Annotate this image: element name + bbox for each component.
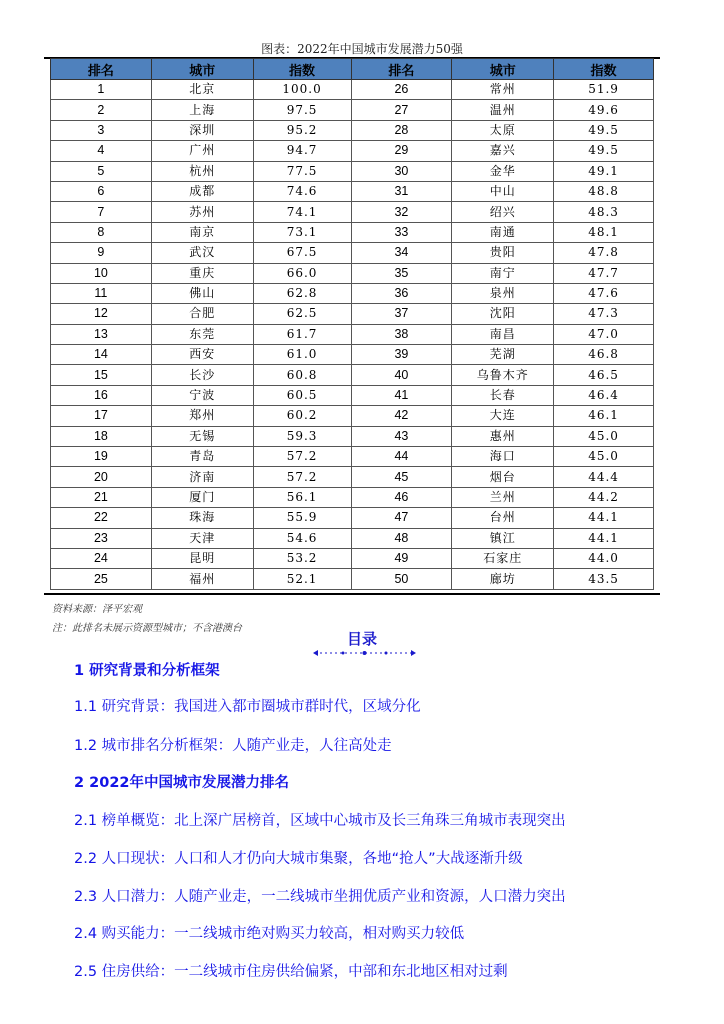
city-cell: 绍兴 (452, 202, 554, 222)
table-row (51, 487, 654, 507)
index-cell: 60.5 (253, 385, 351, 405)
header-index: 指数 (253, 59, 351, 80)
toc-section-link[interactable]: 2.1 榜单概览：北上深广居榜首，区域中心城市及长三角珠三角城市表现突出 (74, 813, 566, 829)
table-row (51, 243, 654, 263)
index-cell: 45.0 (554, 447, 654, 467)
city-cell: 西安 (151, 345, 253, 365)
rank-cell: 6 (51, 181, 152, 201)
city-cell: 北京 (151, 80, 253, 100)
city-cell: 海口 (452, 447, 554, 467)
index-cell: 74.1 (253, 202, 351, 222)
index-cell: 60.8 (253, 365, 351, 385)
rank-cell: 21 (51, 487, 152, 507)
city-cell: 宁波 (151, 385, 253, 405)
index-cell: 47.3 (554, 304, 654, 324)
index-cell: 56.1 (253, 487, 351, 507)
rank-cell: 20 (51, 467, 152, 487)
table-row (51, 385, 654, 405)
table-row (51, 141, 654, 161)
table-row (51, 548, 654, 568)
index-cell: 46.4 (554, 385, 654, 405)
index-cell: 74.6 (253, 181, 351, 201)
toc-section-link[interactable]: 1.2 城市排名分析框架：人随产业走，人往高处走 (74, 738, 392, 754)
city-cell: 泉州 (452, 283, 554, 303)
table-row (51, 283, 654, 303)
index-cell: 55.9 (253, 508, 351, 528)
rank-cell: 43 (351, 426, 452, 446)
city-cell: 中山 (452, 181, 554, 201)
city-cell: 金华 (452, 161, 554, 181)
index-cell: 44.0 (554, 548, 654, 568)
table-row (51, 263, 654, 283)
index-cell: 44.1 (554, 508, 654, 528)
city-cell: 乌鲁木齐 (452, 365, 554, 385)
rank-cell: 50 (351, 569, 452, 589)
rank-cell: 15 (51, 365, 152, 385)
table-row (51, 222, 654, 242)
toc-section-link[interactable]: 2.2 人口现状：人口和人才仍向大城市集聚，各地“抢人”大战逐渐升级 (74, 851, 523, 867)
city-cell: 昆明 (151, 548, 253, 568)
rank-cell: 35 (351, 263, 452, 283)
index-cell: 62.5 (253, 304, 351, 324)
index-cell: 60.2 (253, 406, 351, 426)
rank-cell: 32 (351, 202, 452, 222)
index-cell: 53.2 (253, 548, 351, 568)
table-row (51, 181, 654, 201)
rank-cell: 34 (351, 243, 452, 263)
rank-cell: 38 (351, 324, 452, 344)
index-cell: 46.1 (554, 406, 654, 426)
rank-cell: 14 (51, 345, 152, 365)
rank-cell: 7 (51, 202, 152, 222)
index-cell: 44.1 (554, 528, 654, 548)
city-cell: 东莞 (151, 324, 253, 344)
city-cell: 温州 (452, 100, 554, 120)
index-cell: 46.8 (554, 345, 654, 365)
city-cell: 贵阳 (452, 243, 554, 263)
rank-cell: 2 (51, 100, 152, 120)
city-cell: 南昌 (452, 324, 554, 344)
city-cell: 郑州 (151, 406, 253, 426)
table-caption: 图表：2022年中国城市发展潜力50强 (261, 42, 463, 56)
city-cell: 长沙 (151, 365, 253, 385)
index-cell: 48.3 (554, 202, 654, 222)
city-cell: 福州 (151, 569, 253, 589)
rank-cell: 37 (351, 304, 452, 324)
index-cell: 47.8 (554, 243, 654, 263)
city-cell: 青岛 (151, 447, 253, 467)
city-cell: 上海 (151, 100, 253, 120)
city-cell: 无锡 (151, 426, 253, 446)
rank-cell: 18 (51, 426, 152, 446)
city-cell: 太原 (452, 120, 554, 140)
city-cell: 长春 (452, 385, 554, 405)
rank-cell: 16 (51, 385, 152, 405)
index-cell: 49.1 (554, 161, 654, 181)
header-index: 指数 (554, 59, 654, 80)
header-rank: 排名 (51, 59, 152, 80)
table-body (51, 80, 654, 590)
index-cell: 44.4 (554, 467, 654, 487)
city-cell: 沈阳 (452, 304, 554, 324)
rank-cell: 29 (351, 141, 452, 161)
city-cell: 合肥 (151, 304, 253, 324)
city-cell: 武汉 (151, 243, 253, 263)
source-note: 资料来源：泽平宏观 (52, 604, 142, 615)
rank-cell: 28 (351, 120, 452, 140)
rank-cell: 24 (51, 548, 152, 568)
rank-cell: 45 (351, 467, 452, 487)
rank-cell: 13 (51, 324, 152, 344)
table-row (51, 324, 654, 344)
index-cell: 57.2 (253, 447, 351, 467)
rank-cell: 10 (51, 263, 152, 283)
city-cell: 大连 (452, 406, 554, 426)
city-cell: 重庆 (151, 263, 253, 283)
table-row (51, 100, 654, 120)
table-row (51, 345, 654, 365)
table-row (51, 120, 654, 140)
table-row (51, 365, 654, 385)
index-cell: 49.5 (554, 120, 654, 140)
index-cell: 100.0 (253, 80, 351, 100)
city-cell: 苏州 (151, 202, 253, 222)
city-cell: 杭州 (151, 161, 253, 181)
city-cell: 台州 (452, 508, 554, 528)
table-row (51, 304, 654, 324)
rank-cell: 30 (351, 161, 452, 181)
index-cell: 45.0 (554, 426, 654, 446)
toc-section-link[interactable]: 2.5 住房供给：一二线城市住房供给偏紧，中部和东北地区相对过剩 (74, 964, 508, 980)
rank-cell: 44 (351, 447, 452, 467)
city-cell: 烟台 (452, 467, 554, 487)
city-cell: 惠州 (452, 426, 554, 446)
toc-chapter-link[interactable]: 2 2022年中国城市发展潜力排名 (74, 775, 289, 791)
rank-cell: 8 (51, 222, 152, 242)
ranking-table (50, 58, 654, 590)
index-cell: 59.3 (253, 426, 351, 446)
rank-cell: 36 (351, 283, 452, 303)
rank-cell: 4 (51, 141, 152, 161)
city-cell: 嘉兴 (452, 141, 554, 161)
rank-cell: 3 (51, 120, 152, 140)
rank-cell: 19 (51, 447, 152, 467)
table-header-row (51, 59, 654, 80)
city-cell: 厦门 (151, 487, 253, 507)
rank-cell: 1 (51, 80, 152, 100)
rank-cell: 49 (351, 548, 452, 568)
index-cell: 47.6 (554, 283, 654, 303)
city-cell: 南通 (452, 222, 554, 242)
city-cell: 成都 (151, 181, 253, 201)
rank-cell: 39 (351, 345, 452, 365)
rank-cell: 27 (351, 100, 452, 120)
city-cell: 常州 (452, 80, 554, 100)
city-cell: 南京 (151, 222, 253, 242)
table-row (51, 406, 654, 426)
index-cell: 47.0 (554, 324, 654, 344)
index-cell: 95.2 (253, 120, 351, 140)
bottom-rule (44, 593, 660, 595)
index-cell: 49.5 (554, 141, 654, 161)
rank-cell: 11 (51, 283, 152, 303)
table-row (51, 161, 654, 181)
rank-cell: 22 (51, 508, 152, 528)
rank-cell: 9 (51, 243, 152, 263)
index-cell: 52.1 (253, 569, 351, 589)
table-row (51, 80, 654, 100)
index-cell: 48.1 (554, 222, 654, 242)
remark-note: 注：此排名未展示资源型城市；不含港澳台 (52, 623, 242, 634)
index-cell: 48.8 (554, 181, 654, 201)
rank-cell: 5 (51, 161, 152, 181)
header-rank: 排名 (351, 59, 452, 80)
rank-cell: 48 (351, 528, 452, 548)
city-cell: 芜湖 (452, 345, 554, 365)
header-city: 城市 (151, 59, 253, 80)
rank-cell: 26 (351, 80, 452, 100)
index-cell: 66.0 (253, 263, 351, 283)
index-cell: 57.2 (253, 467, 351, 487)
toc-section-link[interactable]: 1.1 研究背景：我国进入都市圈城市群时代，区域分化 (74, 699, 421, 715)
rank-cell: 47 (351, 508, 452, 528)
table-row (51, 202, 654, 222)
index-cell: 44.2 (554, 487, 654, 507)
decorative-divider (313, 648, 416, 658)
rank-cell: 41 (351, 385, 452, 405)
header-city: 城市 (452, 59, 554, 80)
city-cell: 深圳 (151, 120, 253, 140)
city-cell: 广州 (151, 141, 253, 161)
index-cell: 51.9 (554, 80, 654, 100)
index-cell: 97.5 (253, 100, 351, 120)
rank-cell: 23 (51, 528, 152, 548)
city-cell: 石家庄 (452, 548, 554, 568)
city-cell: 济南 (151, 467, 253, 487)
index-cell: 61.0 (253, 345, 351, 365)
index-cell: 61.7 (253, 324, 351, 344)
city-cell: 镇江 (452, 528, 554, 548)
toc-chapter-link[interactable]: 1 研究背景和分析框架 (74, 663, 220, 679)
index-cell: 47.7 (554, 263, 654, 283)
index-cell: 43.5 (554, 569, 654, 589)
toc-section-link[interactable]: 2.4 购买能力：一二线城市绝对购买力较高，相对购买力较低 (74, 926, 465, 942)
rank-cell: 33 (351, 222, 452, 242)
rank-cell: 31 (351, 181, 452, 201)
rank-cell: 46 (351, 487, 452, 507)
table-row (51, 467, 654, 487)
table-row (51, 447, 654, 467)
table-row (51, 426, 654, 446)
index-cell: 54.6 (253, 528, 351, 548)
city-cell: 佛山 (151, 283, 253, 303)
rank-cell: 25 (51, 569, 152, 589)
index-cell: 49.6 (554, 100, 654, 120)
index-cell: 62.8 (253, 283, 351, 303)
index-cell: 77.5 (253, 161, 351, 181)
city-cell: 廊坊 (452, 569, 554, 589)
rank-cell: 40 (351, 365, 452, 385)
table-row (51, 528, 654, 548)
city-cell: 天津 (151, 528, 253, 548)
rank-cell: 42 (351, 406, 452, 426)
city-cell: 兰州 (452, 487, 554, 507)
toc-section-link[interactable]: 2.3 人口潜力：人随产业走，一二线城市坐拥优质产业和资源，人口潜力突出 (74, 889, 566, 905)
index-cell: 94.7 (253, 141, 351, 161)
index-cell: 67.5 (253, 243, 351, 263)
rank-cell: 17 (51, 406, 152, 426)
toc-title: 目录 (346, 630, 377, 648)
city-cell: 南宁 (452, 263, 554, 283)
index-cell: 46.5 (554, 365, 654, 385)
index-cell: 73.1 (253, 222, 351, 242)
rank-cell: 12 (51, 304, 152, 324)
city-cell: 珠海 (151, 508, 253, 528)
table-row (51, 508, 654, 528)
table-row (51, 569, 654, 589)
